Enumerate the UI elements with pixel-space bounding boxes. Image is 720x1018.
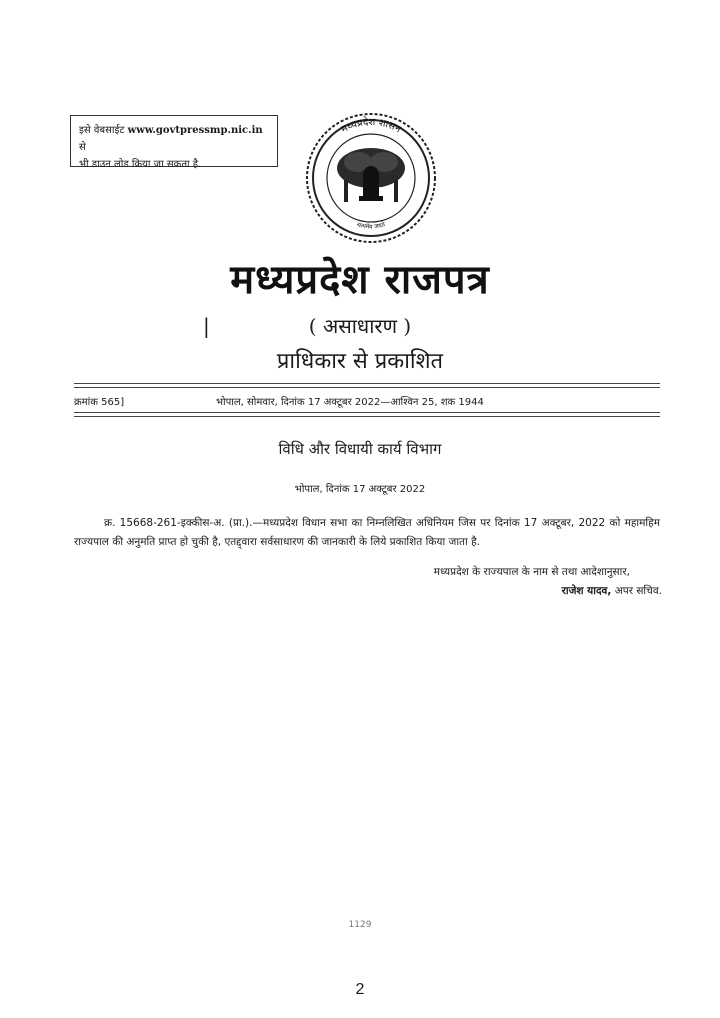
header-rule-top-2 <box>74 387 660 388</box>
website-link[interactable]: www.govtpressmp.nic.in <box>127 125 263 136</box>
header-rule-bottom-2 <box>74 416 660 417</box>
signatory <box>562 584 662 598</box>
signature-authority-line: मध्यप्रदेश के राज्यपाल के नाम से तथा आदेशानुसार, <box>433 566 630 578</box>
state-emblem-seal <box>296 112 446 244</box>
notification-date: भोपाल, दिनांक 17 अक्टूबर 2022 <box>294 484 426 495</box>
margin-pipe: | <box>203 314 210 338</box>
download-notice-box <box>70 115 278 170</box>
header-rule-bottom <box>74 412 660 413</box>
header-rule-top <box>74 383 660 384</box>
gazette-page-number: 1129 <box>348 920 372 930</box>
published-by-authority: प्राधिकार से प्रकाशित <box>276 349 444 374</box>
signatory-name: राजेश यादव, <box>561 585 612 597</box>
seal-top-text: मध्यप्रदेश शासन <box>339 116 403 136</box>
seal-bottom-text: सत्यमेव जयते <box>355 221 387 231</box>
gazette-type: ( असाधारण ) <box>308 314 412 338</box>
gazette-title: मध्यप्रदेश राजपत्र <box>230 256 490 303</box>
department-heading: विधि और विधायी कार्य विभाग <box>278 440 442 458</box>
notification-body: क्र. 15668-261-इक्कीस-अ. (प्रा.).—मध्यप्रदेश विधान सभा का निम्नलिखित अधिनियम जिस पर दिनांक 17 अक्टूबर, 2022 को महामहिम राज्यपाल की अनुमति प्राप्त हो चुकी है, एतद्द्वारा सर्वसाधारण की जानकारी के लिये प्रकाशित किया जाता है. <box>74 517 660 548</box>
issue-place-date: भोपाल, सोमवार, दिनांक 17 अक्टूबर 2022—आश्विन 25, शक 1944 <box>216 397 484 408</box>
notice-line-2: भी डाउन लोड किया जा सकता है. <box>79 159 202 170</box>
gazette-serial-number: क्रमांक 565] <box>74 397 125 408</box>
notice-line-1: इसे वेबसाईट www.govtpressmp.nic.in से <box>79 125 263 153</box>
pdf-page-number: 2 <box>355 981 365 998</box>
signatory-title: अपर सचिव. <box>611 585 662 597</box>
